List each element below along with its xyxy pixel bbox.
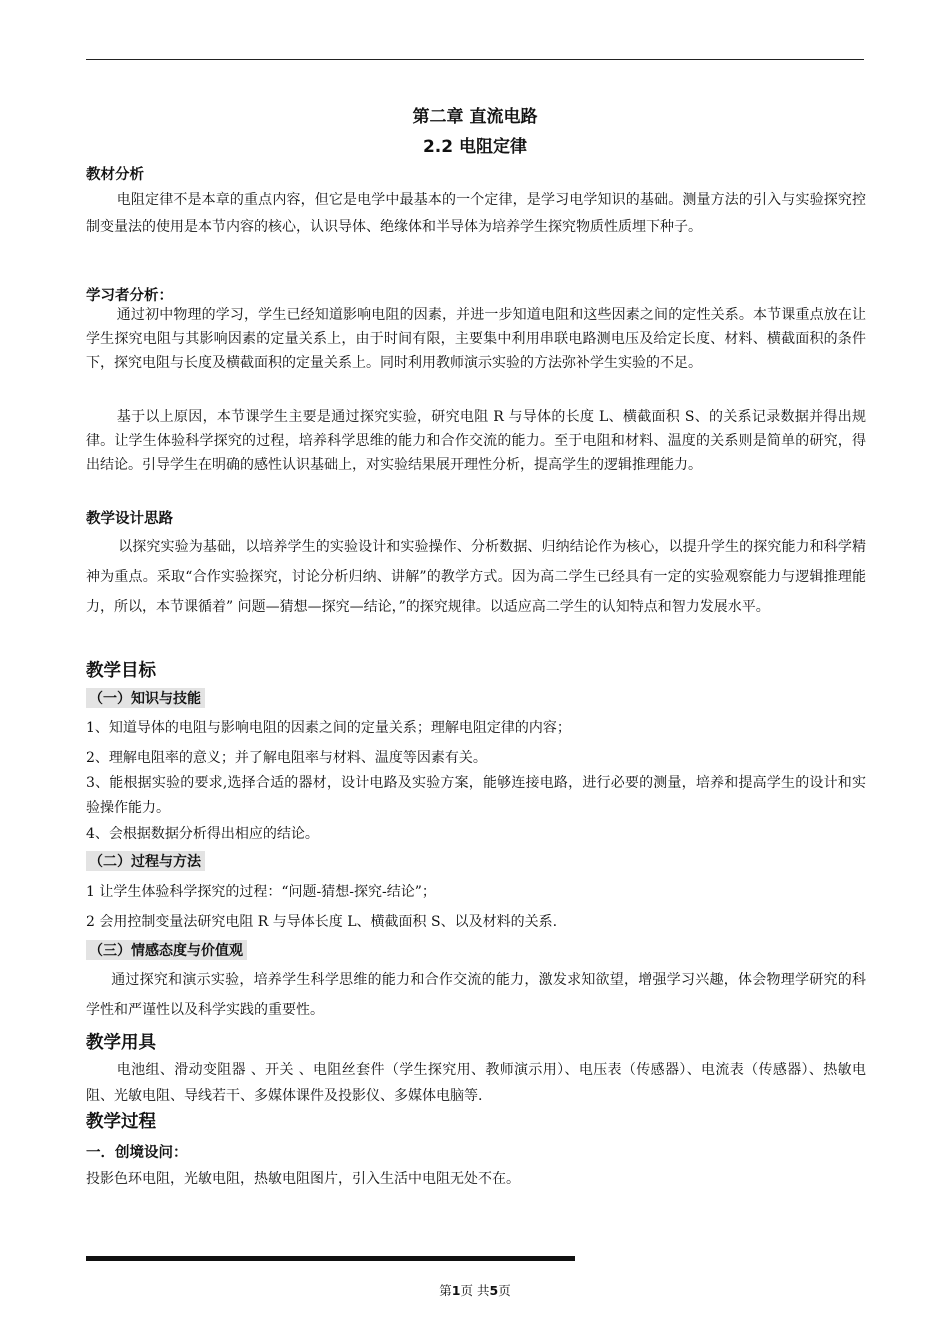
step-1-text: 投影色环电阻，光敏电阻，热敏电阻图片，引入生活中电阻无处不在。 xyxy=(86,1171,520,1187)
paragraph-teaching-tools: 电池组、滑动变阻器 、开关 、电阻丝套件（学生探究用、教师演示用）、电压表（传感器）、电流表（传感器）、热敏电阻、光敏电阻、导线若干、多媒体课件及投影仪、多媒体电脑等. xyxy=(86,1062,866,1104)
heading-learner-analysis: 学习者分析： xyxy=(86,288,173,304)
section-title: 2.2 电阻定律 xyxy=(422,137,528,157)
footer-rule xyxy=(86,1256,575,1261)
footer-prefix: 第 xyxy=(439,1283,452,1298)
footer-middle: 页 共 xyxy=(460,1283,490,1298)
process-item-1: 1 让学生体验科学探究的过程：“问题-猜想-探究-结论”； xyxy=(86,884,436,900)
goal-item-3: 3、能根据实验的要求,选择合适的器材，设计电路及实验方案，能够连接电路，进行必要的测量，培养和提高学生的设计和实验操作能力。 xyxy=(86,775,866,816)
goal-section-process: （二）过程与方法 xyxy=(86,851,205,871)
heading-design-idea: 教学设计思路 xyxy=(86,511,173,527)
step-1-title: 一．创境设问： xyxy=(86,1144,188,1161)
page-number xyxy=(0,1281,950,1299)
paragraph-textbook-analysis: 电阻定律不是本章的重点内容，但它是电学中最基本的一个定律，是学习电学知识的基础。测量方法的引入与实验探究控制变量法的使用是本节内容的核心，认识导体、绝缘体和半导体为培养学生探究物质性质埋下种子。 xyxy=(86,192,866,235)
chapter-title: 第二章 直流电路 xyxy=(412,107,538,127)
heading-teaching-goals: 教学目标 xyxy=(86,661,156,681)
heading-textbook-analysis: 教材分析 xyxy=(86,167,144,183)
goal-item-2: 2、理解电阻率的意义；并了解电阻率与材料、温度等因素有关。 xyxy=(86,750,487,766)
paragraph-design-idea: 以探究实验为基础，以培养学生的实验设计和实验操作、分析数据、归纳结论作为核心，以提升学生的探究能力和科学精神为重点。采取“合作实验探究，讨论分析归纳、讲解”的教学方式。因为高二学生已经具有一定的实验观察能力与逻辑推理能力，所以，本节课循着” 问题—猜想—探究—结论，”的探究规律。以适应高二学生的认知特点和智力发展水平。 xyxy=(86,539,866,615)
footer-current-page: 1 xyxy=(451,1283,461,1298)
goal-section-attitude: （三）情感态度与价值观 xyxy=(86,940,247,960)
paragraph-attitude: 通过探究和演示实验，培养学生科学思维的能力和合作交流的能力，激发求知欲望，增强学习兴趣，体会物理学研究的科学性和严谨性以及科学实践的重要性。 xyxy=(86,972,866,1018)
header-rule xyxy=(86,59,864,60)
heading-teaching-process: 教学过程 xyxy=(86,1112,156,1132)
goal-section-knowledge: （一）知识与技能 xyxy=(86,688,205,708)
paragraph-learner-analysis-2: 基于以上原因，本节课学生主要是通过探究实验，研究电阻 R 与导体的长度 L、横截面积 S、的关系记录数据并得出规律。让学生体验科学探究的过程，培养科学思维的能力和合作交流的能力。至于电阻和材料、温度的关系则是简单的研究，得出结论。引导学生在明确的感性认识基础上，对实验结果展开理性分析，提高学生的逻辑推理能力。 xyxy=(86,409,866,473)
goal-item-1: 1、知道导体的电阻与影响电阻的因素之间的定量关系；理解电阻定律的内容； xyxy=(86,720,571,736)
process-item-2: 2 会用控制变量法研究电阻 R 与导体长度 L、横截面积 S、以及材料的关系. xyxy=(86,914,558,930)
goal-item-4: 4、会根据数据分析得出相应的结论。 xyxy=(86,826,319,842)
footer-suffix: 页 xyxy=(498,1283,511,1298)
heading-teaching-tools: 教学用具 xyxy=(86,1033,156,1053)
footer-total-pages: 5 xyxy=(489,1283,499,1298)
paragraph-learner-analysis-1: 通过初中物理的学习，学生已经知道影响电阻的因素，并进一步知道电阻和这些因素之间的定性关系。本节课重点放在让学生探究电阻与其影响因素的定量关系上，由于时间有限，主要集中利用串联电路测电压及给定长度、材料、横截面积的条件下，探究电阻与长度及横截面积的定量关系上。同时利用教师演示实验的方法弥补学生实验的不足。 xyxy=(86,307,866,371)
